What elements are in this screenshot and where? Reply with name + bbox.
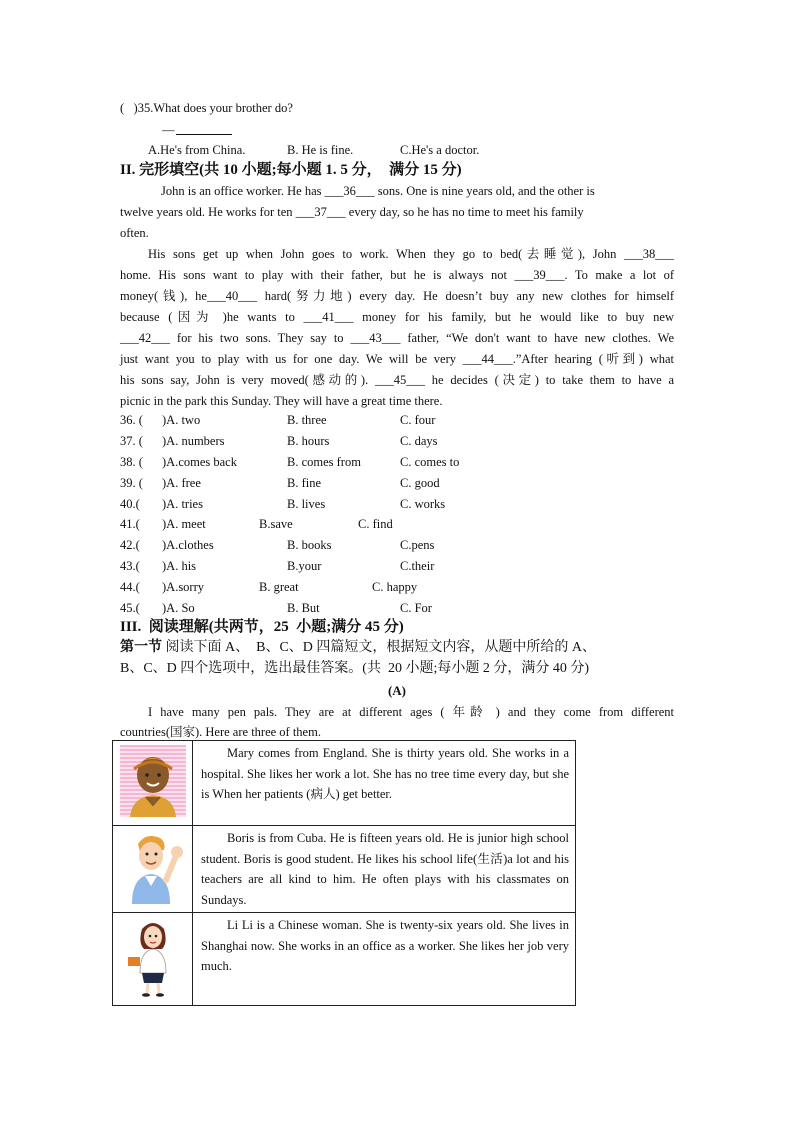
option-b: B. comes from (287, 455, 361, 469)
pen-pal-text-boris: Boris is from Cuba. He is fifteen years old. He is junior high school student. Boris is good student. He likes his school life(生活)a lot and his teachers are all kind to him. He often plays with his classmates on Sundays. (193, 826, 576, 913)
q35-option-b: B. He is fine. (287, 143, 354, 157)
option-c: C. works (400, 497, 446, 511)
passage-line-9: just want you to play with us for one day. We will be very ___44___.”After hearing (听到) what (120, 352, 674, 366)
passage-line-5: home. His sons want to play with their father, but he is always not ___39___. To make a lot of (120, 268, 674, 282)
option-c: C. four (400, 413, 436, 427)
question-number: 44.( (120, 580, 140, 594)
option-b: B. three (287, 413, 327, 427)
option-a: )A. tries (162, 497, 203, 511)
part-1-label: 第一节 (120, 640, 162, 655)
passage-line-1: John is an office worker. He has ___36___ sons. One is nine years old, and the other is (161, 184, 595, 198)
option-b: B. fine (287, 476, 322, 490)
option-c: C. happy (372, 580, 418, 594)
passage-line-7: because (因为 )he wants to ___41___ money for his family, but he would like to buy new (120, 310, 674, 324)
option-c: C.pens (400, 538, 435, 552)
question-number: 37. ( (120, 434, 143, 448)
option-a: )A. two (162, 413, 201, 427)
option-a: )A. free (162, 476, 201, 490)
option-a: )A. numbers (162, 434, 225, 448)
option-a: )A. meet (162, 517, 206, 531)
option-b: B.your (287, 559, 322, 573)
office-woman-icon (120, 917, 186, 997)
intro-line-2: countries(国家). Here are three of them. (120, 725, 321, 739)
option-a: )A. his (162, 559, 197, 573)
question-number: 40.( (120, 497, 140, 511)
option-b: B. great (259, 580, 299, 594)
option-a: )A.sorry (162, 580, 205, 594)
passage-line-6: money(钱), he___40___ hard(努力地) every day. He doesn’t buy any new clothes for himself (120, 289, 674, 303)
section-2-title: II. 完形填空(共 10 小题;每小题 1. 5 分， 满分 15 分) (120, 162, 462, 178)
pen-pal-text-lili: Li Li is a Chinese woman. She is twenty-six years old. She lives in Shanghai now. She works in an office as a worker. She likes her job very much. (193, 913, 576, 1006)
question-number: 39. ( (120, 476, 143, 490)
woman-with-headscarf-icon (120, 745, 186, 817)
instructions-line-2: B、C、D 四个选项中，选出最佳答案。(共 20 小题;每小题 2 分，满分 40 分) (120, 661, 589, 676)
option-b: B. hours (287, 434, 330, 448)
passage-line-3: often. (120, 226, 149, 240)
option-c: C. good (400, 476, 440, 490)
pen-pal-picture-cell (113, 826, 193, 913)
option-c: C. days (400, 434, 438, 448)
instructions-line-1: 阅读下面 A、 B、C、D 四篇短文，根据短文内容，从题中所给的 A、 (162, 640, 597, 655)
pen-pal-picture-cell (113, 741, 193, 826)
question-number: 36. ( (120, 413, 143, 427)
question-number: 41.( (120, 517, 140, 531)
passage-line-10: his sons say, John is very moved(感动的). ___45___ he decides (决定) to take them to have a (120, 373, 674, 387)
option-b: B. But (287, 601, 320, 615)
option-a: )A.clothes (162, 538, 214, 552)
part-1-instructions (120, 639, 596, 657)
option-c: C.their (400, 559, 435, 573)
pen-pal-row-mary (113, 741, 576, 826)
option-b: B. books (287, 538, 332, 552)
passage-line-11: picnic in the park this Sunday. They will have a great time there. (120, 394, 443, 408)
option-b: B. lives (287, 497, 326, 511)
option-c: C. comes to (400, 455, 460, 469)
section-3-title: III. 阅读理解(共两节，25 小题;满分 45 分) (120, 619, 404, 635)
answer-dash: — (162, 123, 175, 137)
question-number: 38. ( (120, 455, 143, 469)
pen-pals-table (112, 740, 576, 1006)
q35-option-a: A.He's from China. (148, 143, 246, 157)
question-number: 45.( (120, 601, 140, 615)
pen-pal-row-lili (113, 913, 576, 1006)
question-35: ( )35.What does your brother do? (120, 101, 293, 115)
passage-line-4: His sons get up when John goes to work. When they go to bed(去睡觉), John ___38___ (148, 247, 674, 261)
waving-boy-icon (120, 830, 186, 904)
answer-blank[interactable] (176, 120, 232, 135)
pen-pal-row-boris (113, 826, 576, 913)
passage-line-2: twelve years old. He works for ten ___37___ every day, so he has no time to meet his family (120, 205, 584, 219)
question-number: 43.( (120, 559, 140, 573)
option-a: )A.comes back (162, 455, 237, 469)
pen-pal-picture-cell (113, 913, 193, 1006)
pen-pal-text-mary: Mary comes from England. She is thirty years old. She works in a hospital. She likes her work a lot. She has no tree time every day, but she is When her patients (病人) get better. (193, 741, 576, 826)
passage-line-8: ___42___ for his two sons. They say to ___43___ father, “We don't want to have new clothes. We (120, 331, 674, 345)
option-b: B.save (259, 517, 293, 531)
option-c: C. For (400, 601, 432, 615)
question-number: 42.( (120, 538, 140, 552)
intro-line-1: I have many pen pals. They are at different ages ( 年龄 ) and they come from different (148, 705, 674, 719)
passage-a-label: (A) (387, 683, 407, 698)
q35-option-c: C.He's a doctor. (400, 143, 480, 157)
option-a: )A. So (162, 601, 195, 615)
option-c: C. find (358, 517, 393, 531)
